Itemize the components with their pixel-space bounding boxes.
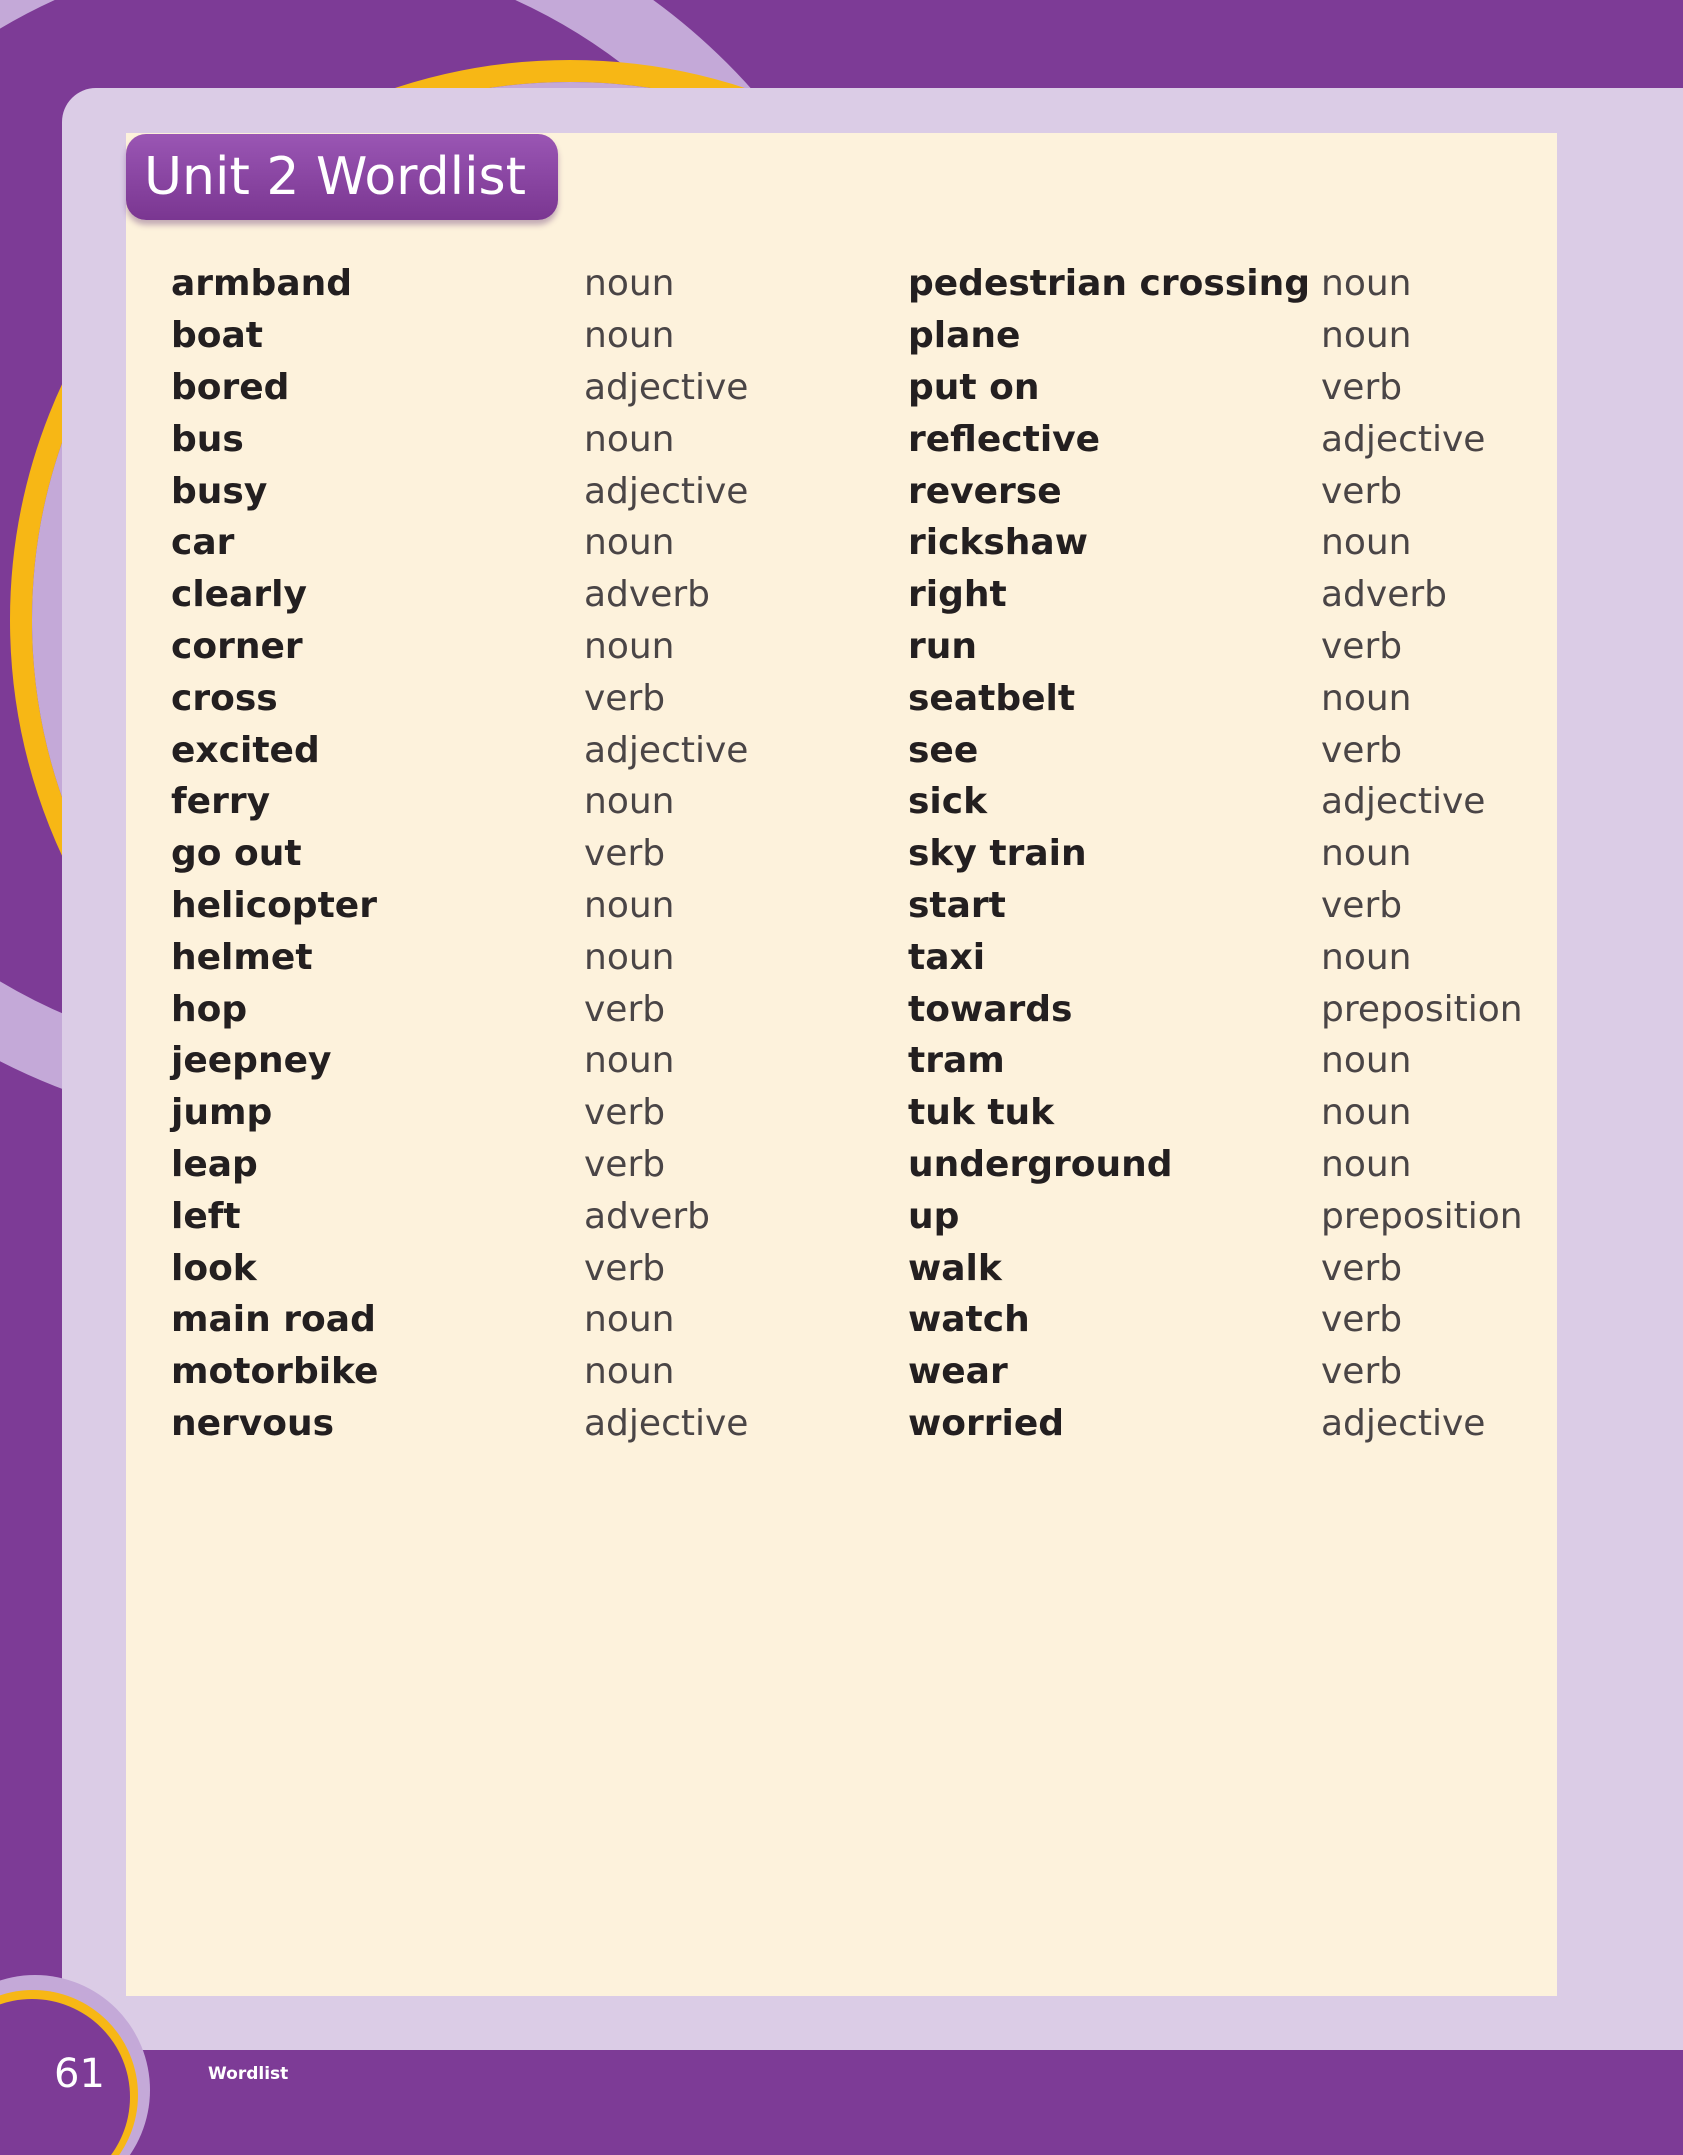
entry-word: helicopter xyxy=(171,884,377,926)
entry-word: jeepney xyxy=(171,1040,332,1082)
entry-part-of-speech: noun xyxy=(584,522,675,564)
entry-word: tuk tuk xyxy=(908,1092,1055,1134)
entry-word: watch xyxy=(908,1299,1030,1341)
wordlist-entry xyxy=(908,931,1523,983)
entry-word: go out xyxy=(171,833,302,875)
entry-part-of-speech: noun xyxy=(1321,1040,1412,1082)
wordlist-entry xyxy=(171,621,748,673)
entry-word: right xyxy=(908,574,1007,616)
entry-part-of-speech: verb xyxy=(584,677,666,719)
entry-word: excited xyxy=(171,729,320,771)
entry-word: hop xyxy=(171,988,248,1030)
wordlist-entry xyxy=(171,880,748,932)
wordlist-entry xyxy=(908,1035,1523,1087)
entry-word: clearly xyxy=(171,574,307,616)
entry-part-of-speech: adjective xyxy=(584,470,749,512)
entry-word: taxi xyxy=(908,936,986,978)
entry-part-of-speech: noun xyxy=(584,263,675,305)
wordlist-entry xyxy=(908,1346,1523,1398)
wordlist-entry xyxy=(171,672,748,724)
entry-word: busy xyxy=(171,470,268,512)
entry-word: ferry xyxy=(171,781,271,823)
wordlist-entry xyxy=(908,465,1523,517)
entry-word: run xyxy=(908,625,978,667)
wordlist-entry xyxy=(908,983,1523,1035)
entry-part-of-speech: noun xyxy=(584,936,675,978)
page-title: Unit 2 Wordlist xyxy=(126,134,558,220)
wordlist-entry xyxy=(171,983,748,1035)
entry-word: look xyxy=(171,1247,257,1289)
footer-section-label: Wordlist xyxy=(208,2064,289,2084)
wordlist-entry xyxy=(908,672,1523,724)
entry-part-of-speech: noun xyxy=(584,418,675,460)
entry-part-of-speech: noun xyxy=(1321,522,1412,564)
entry-part-of-speech: noun xyxy=(584,884,675,926)
entry-word: see xyxy=(908,729,979,771)
wordlist-entry xyxy=(908,1242,1523,1294)
wordlist-entry xyxy=(171,1294,748,1346)
wordlist-entry xyxy=(171,310,748,362)
entry-part-of-speech: verb xyxy=(1321,366,1403,408)
wordlist-entry xyxy=(171,258,748,310)
wordlist-entry xyxy=(171,828,748,880)
entry-part-of-speech: noun xyxy=(584,1040,675,1082)
entry-word: motorbike xyxy=(171,1351,379,1393)
wordlist-entry xyxy=(171,1398,748,1450)
wordlist-entry xyxy=(908,776,1523,828)
entry-part-of-speech: verb xyxy=(584,1092,666,1134)
entry-word: leap xyxy=(171,1143,258,1185)
entry-part-of-speech: verb xyxy=(584,1143,666,1185)
entry-part-of-speech: noun xyxy=(1321,263,1412,305)
wordlist-entry xyxy=(908,1139,1523,1191)
entry-part-of-speech: adjective xyxy=(584,729,749,771)
entry-word: car xyxy=(171,522,235,564)
entry-word: reflective xyxy=(908,418,1101,460)
wordlist-entry xyxy=(171,413,748,465)
entry-word: put on xyxy=(908,366,1040,408)
entry-part-of-speech: noun xyxy=(1321,1143,1412,1185)
wordlist-entry xyxy=(908,1190,1523,1242)
entry-word: sky train xyxy=(908,833,1087,875)
entry-word: armband xyxy=(171,263,353,305)
entry-part-of-speech: noun xyxy=(584,1351,675,1393)
entry-word: rickshaw xyxy=(908,522,1088,564)
wordlist-entry xyxy=(908,258,1523,310)
entry-word: plane xyxy=(908,315,1021,357)
entry-word: cross xyxy=(171,677,278,719)
wordlist-entry xyxy=(171,1190,748,1242)
wordlist-column-right xyxy=(908,258,1523,1449)
entry-word: jump xyxy=(171,1092,273,1134)
entry-part-of-speech: adjective xyxy=(584,1402,749,1444)
wordlist-entry xyxy=(171,776,748,828)
entry-word: up xyxy=(908,1195,960,1237)
entry-part-of-speech: noun xyxy=(1321,315,1412,357)
wordlist-entry xyxy=(908,828,1523,880)
wordlist-entry xyxy=(908,880,1523,932)
entry-word: reverse xyxy=(908,470,1062,512)
wordlist-entry xyxy=(908,1398,1523,1450)
wordlist-column-left xyxy=(171,258,748,1449)
entry-word: main road xyxy=(171,1299,376,1341)
entry-part-of-speech: verb xyxy=(584,988,666,1030)
wordlist-entry xyxy=(171,517,748,569)
wordlist-entry xyxy=(171,724,748,776)
entry-word: corner xyxy=(171,625,303,667)
entry-part-of-speech: verb xyxy=(1321,884,1403,926)
wordlist-entry xyxy=(171,1139,748,1191)
entry-part-of-speech: verb xyxy=(584,1247,666,1289)
wordlist-entry xyxy=(171,1242,748,1294)
entry-word: helmet xyxy=(171,936,313,978)
wordlist-entry xyxy=(908,517,1523,569)
entry-part-of-speech: adjective xyxy=(1321,418,1486,460)
entry-word: towards xyxy=(908,988,1073,1030)
entry-part-of-speech: preposition xyxy=(1321,1195,1523,1237)
entry-part-of-speech: verb xyxy=(1321,1351,1403,1393)
entry-part-of-speech: noun xyxy=(1321,1092,1412,1134)
entry-word: walk xyxy=(908,1247,1002,1289)
wordlist-entry xyxy=(908,310,1523,362)
entry-word: boat xyxy=(171,315,264,357)
wordlist-entry xyxy=(908,362,1523,414)
wordlist-entry xyxy=(171,1035,748,1087)
entry-word: bored xyxy=(171,366,290,408)
entry-part-of-speech: noun xyxy=(584,1299,675,1341)
entry-word: bus xyxy=(171,418,244,460)
wordlist-entry xyxy=(171,569,748,621)
wordlist-entry xyxy=(908,1294,1523,1346)
wordlist-entry xyxy=(908,621,1523,673)
entry-word: left xyxy=(171,1195,241,1237)
entry-part-of-speech: noun xyxy=(584,315,675,357)
entry-word: tram xyxy=(908,1040,1005,1082)
wordlist-entry xyxy=(171,1087,748,1139)
entry-part-of-speech: adverb xyxy=(584,574,711,616)
entry-part-of-speech: noun xyxy=(1321,833,1412,875)
entry-part-of-speech: noun xyxy=(1321,936,1412,978)
entry-part-of-speech: verb xyxy=(1321,1247,1403,1289)
entry-part-of-speech: noun xyxy=(1321,677,1412,719)
entry-part-of-speech: verb xyxy=(584,833,666,875)
wordlist-entry xyxy=(171,931,748,983)
page-number: 61 xyxy=(54,2051,105,2097)
wordlist-entry xyxy=(171,465,748,517)
wordlist-entry xyxy=(908,1087,1523,1139)
entry-word: start xyxy=(908,884,1006,926)
entry-word: pedestrian crossing xyxy=(908,263,1310,305)
entry-part-of-speech: preposition xyxy=(1321,988,1523,1030)
entry-part-of-speech: verb xyxy=(1321,1299,1403,1341)
entry-part-of-speech: adjective xyxy=(1321,781,1486,823)
entry-part-of-speech: verb xyxy=(1321,729,1403,771)
entry-part-of-speech: adjective xyxy=(584,366,749,408)
entry-word: worried xyxy=(908,1402,1065,1444)
entry-part-of-speech: adverb xyxy=(584,1195,711,1237)
entry-word: underground xyxy=(908,1143,1173,1185)
entry-word: nervous xyxy=(171,1402,335,1444)
entry-part-of-speech: adverb xyxy=(1321,574,1448,616)
entry-part-of-speech: adjective xyxy=(1321,1402,1486,1444)
entry-part-of-speech: verb xyxy=(1321,470,1403,512)
entry-word: wear xyxy=(908,1351,1008,1393)
wordlist-entry xyxy=(908,569,1523,621)
wordlist-entry xyxy=(908,724,1523,776)
entry-part-of-speech: noun xyxy=(584,781,675,823)
wordlist-entry xyxy=(171,362,748,414)
entry-word: sick xyxy=(908,781,988,823)
wordlist-entry xyxy=(908,413,1523,465)
entry-part-of-speech: verb xyxy=(1321,625,1403,667)
entry-word: seatbelt xyxy=(908,677,1076,719)
wordlist-entry xyxy=(171,1346,748,1398)
entry-part-of-speech: noun xyxy=(584,625,675,667)
